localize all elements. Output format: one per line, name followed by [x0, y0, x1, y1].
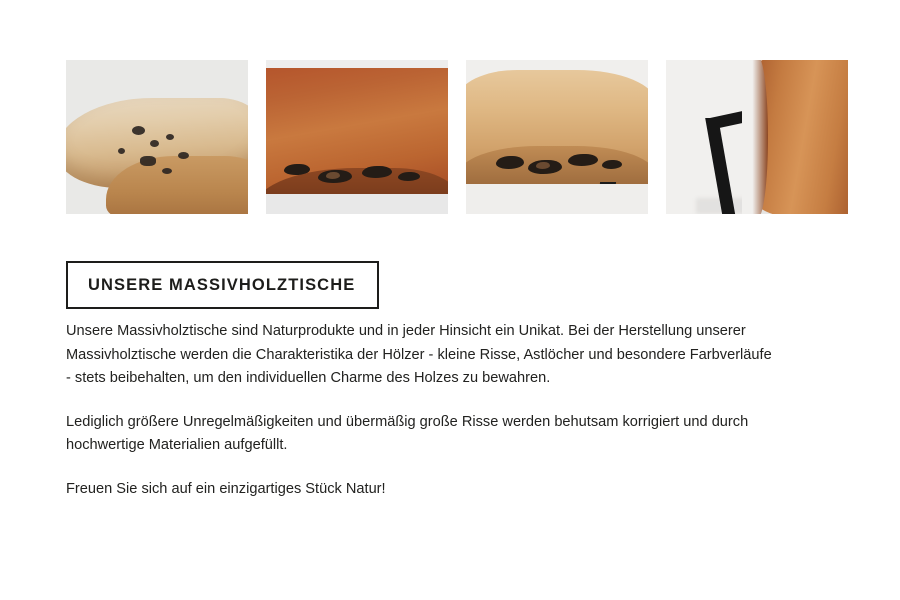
knot-mark	[132, 126, 145, 135]
photo-ground	[266, 194, 448, 214]
section-heading-box	[66, 261, 379, 309]
gallery-image-1[interactable]	[66, 60, 248, 214]
knot-mark	[140, 156, 156, 166]
gallery-image-4[interactable]	[666, 60, 848, 214]
wood-slab-cracks-photo	[466, 60, 648, 214]
knot-mark	[162, 168, 172, 174]
knot-mark	[178, 152, 189, 159]
paragraph-1: Unsere Massivholztische sind Naturprodukte und in jeder Hinsicht ein Unikat. Bei der Herstellung unserer Massivholztische werden die Charakteristika der Hölzer - kleine Risse, Astlöcher und besondere Farbverläufe - stets beibehalten, um den individuellen Charme des Holzes zu bewahren.	[66, 323, 772, 386]
page-title: UNSERE MASSIVHOLZTISCHE	[88, 276, 356, 294]
wood-slab-pale-photo	[66, 60, 248, 214]
photo-ground	[466, 184, 648, 214]
paragraph-2: Lediglich größere Unregelmäßigkeiten und übermäßig große Risse werden behutsam korrigiert und durch hochwertige Materialien aufgefüllt.	[66, 413, 749, 453]
wood-slab-red-photo	[266, 60, 448, 214]
knot-mark	[150, 140, 159, 147]
gallery-image-2[interactable]	[266, 60, 448, 214]
body-copy	[66, 320, 772, 501]
paragraph-3: Freuen Sie sich auf ein einzigartiges Stück Natur!	[66, 480, 386, 497]
knot-mark	[118, 148, 125, 154]
image-gallery	[66, 60, 848, 214]
gallery-image-3[interactable]	[466, 60, 648, 214]
wood-edge-leg-photo	[666, 60, 848, 214]
knot-mark	[166, 134, 174, 140]
slab-edge-shape	[752, 60, 848, 214]
